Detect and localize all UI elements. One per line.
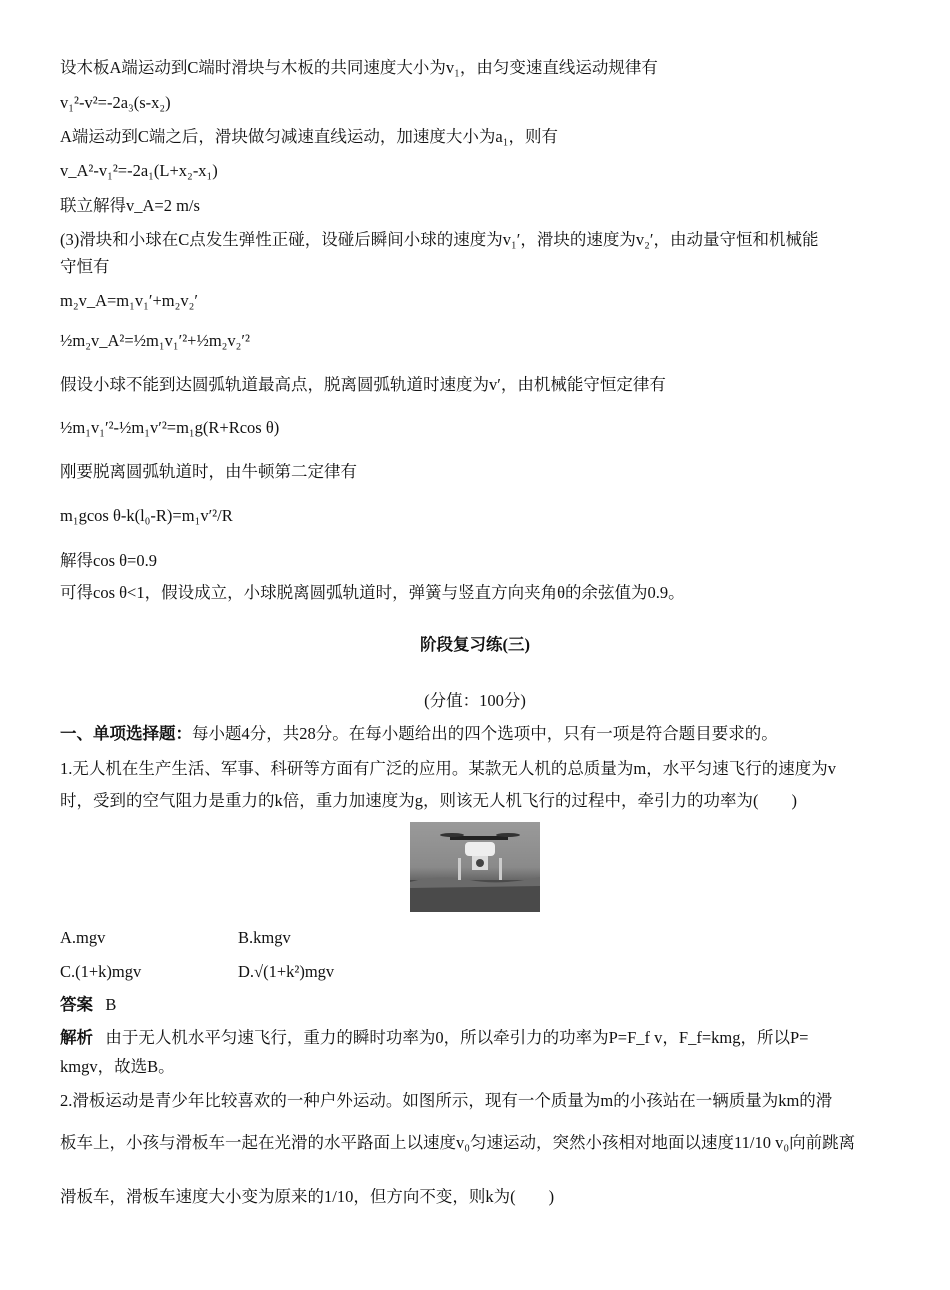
part1-heading: [60, 723, 778, 745]
question-2-line2: 板车上，小孩与滑板车一起在光滑的水平路面上以速度v₀匀速运动，突然小孩相对地面以速度11/10 v₀向前跳离: [60, 1133, 856, 1152]
score-note: (分值：100分): [424, 691, 526, 710]
equation-4: ½m₂v_A²=½m₁v₁′²+½m₂v₂′²: [60, 331, 250, 350]
question-1-line2: 时，受到的空气阻力是重力的k倍，重力加速度为g，则该无人机飞行的过程中，牵引力的功率为( ): [60, 791, 797, 810]
part1-head: 一、单项选择题：: [60, 724, 192, 743]
answer-value: B: [105, 995, 117, 1014]
section-title: 阶段复习练(三): [420, 635, 530, 654]
equation-3: m₂v_A=m₁v₁′+m₂v₂′: [60, 291, 199, 310]
question-2-line1: 2.滑板运动是青少年比较喜欢的一种户外运动。如图所示，现有一个质量为m的小孩站在一辆质量为km的滑: [60, 1091, 833, 1110]
text-p6: 刚要脱离圆弧轨道时，由牛顿第二定律有: [60, 462, 357, 481]
question-2-line3: 滑板车，滑板车速度大小变为原来的1/10，但方向不变，则k为( ): [60, 1187, 555, 1206]
option-c: C.(1+k)mgv: [60, 962, 142, 981]
drone-photo: [410, 822, 540, 912]
equation-2: v_A²-v₁²=-2a₁(L+x₂-x₁): [60, 161, 218, 180]
text-p4a: (3)滑块和小球在C点发生弹性正碰，设碰后瞬间小球的速度为v₁′，滑块的速度为v₂′，由动量守恒和机械能: [60, 230, 819, 249]
answer-label: 答案: [60, 995, 93, 1014]
option-d: D.√(1+k²)mgv: [238, 962, 335, 981]
answer-line: [60, 994, 116, 1016]
text-p1: 设木板A端运动到C端时滑块与木板的共同速度大小为v₁，由匀变速直线运动规律有: [60, 58, 658, 77]
text-p2: A端运动到C端之后，滑块做匀减速直线运动，加速度大小为a₁，则有: [60, 127, 558, 146]
text-p8: 可得cos θ<1，假设成立，小球脱离圆弧轨道时，弹簧与竖直方向夹角θ的余弦值为0.9。: [60, 583, 685, 602]
explanation-line2: kmgv，故选B。: [60, 1057, 175, 1076]
part1-text: 每小题4分，共28分。在每小题给出的四个选项中，只有一项是符合题目要求的。: [192, 724, 778, 743]
explanation-line1: [60, 1027, 808, 1049]
equation-1: v₁²-v²=-2a₃(s-x₂): [60, 93, 171, 112]
explanation-text1: 由于无人机水平匀速飞行，重力的瞬时功率为0，所以牵引力的功率为P=F_f v，F_f=kmg，所以P=: [105, 1028, 809, 1047]
text-p5: 假设小球不能到达圆弧轨道最高点，脱离圆弧轨道时速度为v′，由机械能守恒定律有: [60, 375, 666, 394]
option-a: A.mgv: [60, 928, 106, 947]
equation-5: ½m₁v₁′²-½m₁v′²=m₁g(R+Rcos θ): [60, 418, 280, 437]
question-1-line1: 1.无人机在生产生活、军事、科研等方面有广泛的应用。某款无人机的总质量为m，水平匀速飞行的速度为v: [60, 759, 836, 778]
explanation-label: 解析: [60, 1028, 93, 1047]
text-p3: 联立解得v_A=2 m/s: [60, 196, 200, 215]
text-p7: 解得cos θ=0.9: [60, 551, 157, 570]
text-p4b: 守恒有: [60, 257, 110, 276]
option-b: B.kmgv: [238, 928, 291, 947]
equation-6: m₁gcos θ-k(l₀-R)=m₁v′²/R: [60, 506, 233, 525]
